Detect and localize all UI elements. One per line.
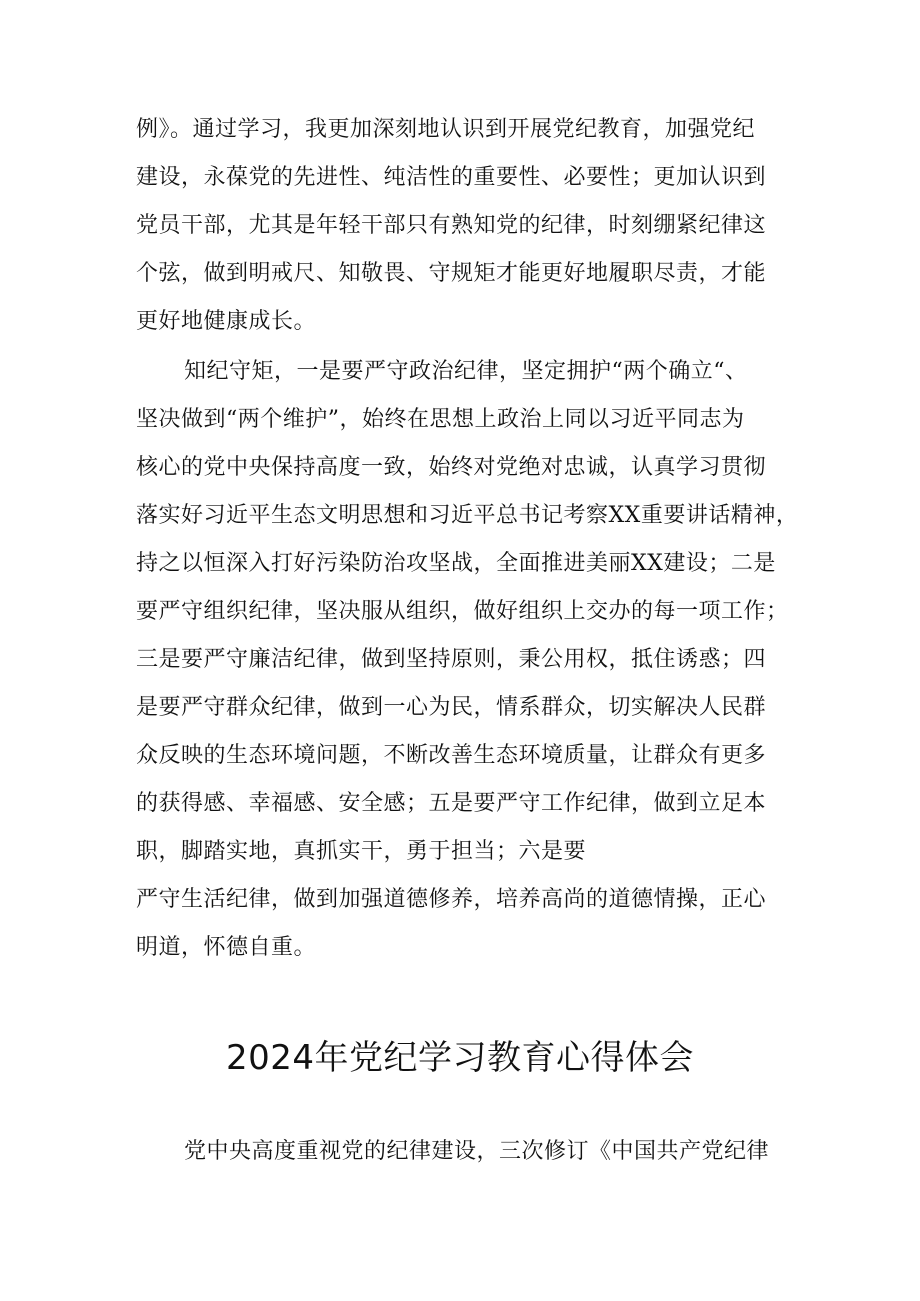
paragraph-line: 建设，永葆党的先进性、纯洁性的重要性、必要性；更加认识到 xyxy=(136,165,767,190)
paragraph-line: 知纪守矩，一是要严守政治纪律，坚定拥护“两个确立“、 xyxy=(184,359,748,384)
paragraph-line: 三是要严守廉洁纪律，做到坚持原则，秉公用权，抵住诱惑；四 xyxy=(136,647,767,672)
paragraph-line: 落实好习近平生态文明思想和习近平总书记考察XX重要讲话精神， xyxy=(136,503,799,528)
paragraph-line: 党中央高度重视党的纪律建设，三次修订《中国共产党纪律 xyxy=(184,1139,770,1164)
paragraph-line: 要严守组织纪律，坚决服从组织，做好组织上交办的每一项工作； xyxy=(136,599,789,624)
paragraph-line: 持之以恒深入打好污染防治攻坚战，全面推进美丽XX建设；二是 xyxy=(136,551,776,576)
paragraph-line: 更好地健康成长。 xyxy=(136,309,317,334)
paragraph-line: 例》。通过学习，我更加深刻地认识到开展党纪教育，加强党纪 xyxy=(136,117,756,142)
paragraph-3 xyxy=(136,1128,816,1176)
paragraph-2 xyxy=(136,348,816,972)
paragraph-line: 是要严守群众纪律，做到一心为民，情系群众，切实解决人民群 xyxy=(136,695,767,720)
paragraph-line: 党员干部，尤其是年轻干部只有熟知党的纪律，时刻绷紧纪律这 xyxy=(136,213,767,238)
paragraph-line: 坚决做到“两个维护”，始终在思想上政治上同以习近平同志为 xyxy=(136,407,745,432)
paragraph-line: 职，脚踏实地，真抓实干，勇于担当；六是要 xyxy=(136,839,587,864)
paragraph-line: 的获得感、幸福感、安全感；五是要严守工作纪律，做到立足本 xyxy=(136,791,767,816)
paragraph-line: 个弦，做到明戒尺、知敬畏、守规矩才能更好地履职尽责，才能 xyxy=(136,261,767,286)
paragraph-line: 严守生活纪律，做到加强道德修养，培养高尚的道德情操，正心 xyxy=(136,887,767,912)
paragraph-line: 众反映的生态环境问题，不断改善生态环境质量，让群众有更多 xyxy=(136,743,767,768)
document-title: 2024年党纪学习教育心得体会 xyxy=(225,1038,695,1078)
paragraph-1 xyxy=(136,106,816,346)
paragraph-line: 明道，怀德自重。 xyxy=(136,935,317,960)
paragraph-line: 核心的党中央保持高度一致，始终对党绝对忠诚，认真学习贯彻 xyxy=(136,455,767,480)
